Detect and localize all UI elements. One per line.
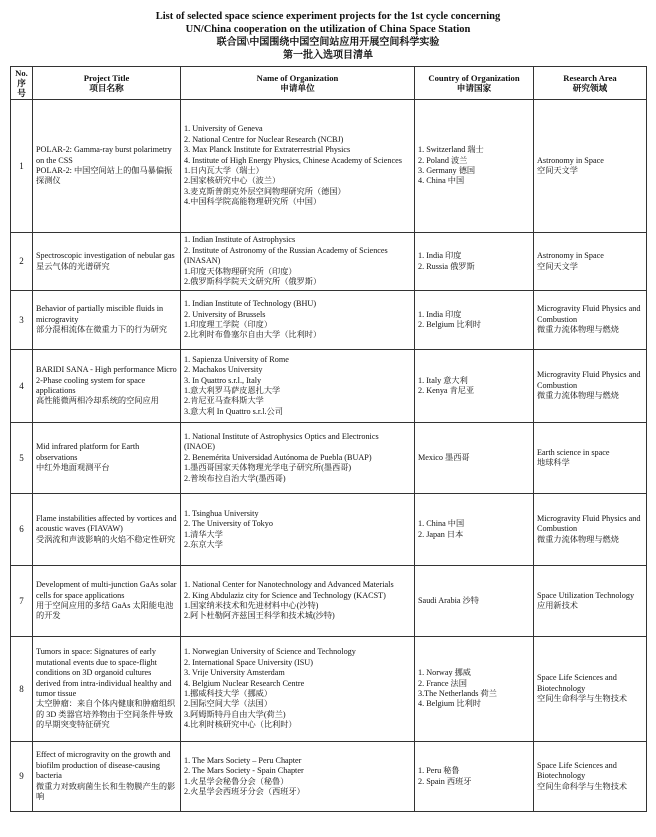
cell-organization-line: 1. Tsinghua University: [184, 508, 259, 518]
cell-project-title: [33, 742, 181, 812]
cell-research-area-line: Earth science in space: [537, 447, 610, 457]
cell-country: [415, 291, 534, 350]
cell-country: [415, 566, 534, 637]
cell-project-title-line: 受涡流和声波影响的火焰不稳定性研究: [36, 534, 176, 544]
document-title: [10, 10, 646, 62]
cell-research-area: [534, 233, 647, 291]
cell-organization-line: 2. International Space University (ISU): [184, 657, 313, 667]
cell-organization: [181, 494, 415, 566]
cell-no: 6: [11, 494, 33, 566]
cell-organization-line: 2. National Centre for Nuclear Research (NCBJ): [184, 134, 344, 144]
cell-organization-line: 1. Indian Institute of Technology (BHU): [184, 299, 317, 309]
cell-organization-line: 3. Vrije University Amsterdam: [184, 668, 285, 678]
cell-research-area-line: Astronomy in Space: [537, 251, 604, 261]
cell-country: [415, 742, 534, 812]
cell-project-title-line: Flame instabilities affected by vortices and acoustic waves (FIAVAW): [36, 513, 177, 534]
cell-project-title: [33, 100, 181, 233]
cell-organization-line: 1. Sapienza University of Rome: [184, 354, 289, 364]
cell-no: 2: [11, 233, 33, 291]
cell-organization-line: 2.肯尼亚马查科斯大学: [184, 396, 264, 406]
cell-project-title-line: Mid infrared platform for Earth observations: [36, 442, 140, 462]
cell-organization-line: 3.麦克斯普朗克外层空间物理研究所（德国）: [184, 186, 346, 196]
cell-project-title-line: 微重力对致病菌生长和生物膜产生的影响: [36, 781, 176, 802]
cell-country: [415, 233, 534, 291]
title-en-line-2: UN/China cooperation on the utilization of China Space Station: [185, 24, 471, 35]
header-country-en: Country of Organization: [428, 73, 520, 83]
cell-research-area: [534, 494, 647, 566]
table-row: [11, 423, 647, 494]
cell-research-area-line: 空间天文学: [537, 261, 578, 271]
cell-country-line: 1. Switzerland 瑞士: [418, 145, 484, 155]
cell-research-area: [534, 742, 647, 812]
cell-research-area-line: 应用新技术: [537, 601, 578, 610]
cell-research-area-line: 微重力流体物理与燃烧: [537, 391, 619, 401]
cell-research-area-line: 微重力流体物理与燃烧: [537, 325, 619, 335]
cell-research-area-line: 空间生命科学与生物技术: [537, 694, 628, 704]
cell-project-title-line: 高性能微两相冷却系统的空间应用: [36, 396, 159, 406]
cell-project-title: [33, 566, 181, 637]
cell-research-area: [534, 350, 647, 423]
cell-organization-line: 2.东京大学: [184, 539, 223, 549]
cell-project-title-line: 用于空间应用的多结 GaAs 太阳能电池的开发: [36, 601, 174, 621]
cell-organization-line: 3.意大利 In Quattro s.r.l.公司: [184, 406, 283, 416]
cell-project-title-line: POLAR-2: 中国空间站上的伽马暴偏振探测仪: [36, 166, 173, 186]
cell-organization-line: 1. National Center for Nanotechnology and Advanced Materials: [184, 580, 394, 590]
cell-country-line: 1. India 印度: [418, 309, 462, 319]
projects-table: [10, 66, 647, 812]
header-title: [33, 67, 181, 100]
cell-research-area-line: Microgravity Fluid Physics and Combustion: [537, 304, 641, 324]
cell-country-line: 4. China 中国: [418, 176, 465, 186]
header-area-cn: 研究领域: [572, 83, 608, 93]
cell-country-line: 2. Poland 波兰: [418, 155, 468, 165]
cell-organization-line: 1. Norwegian University of Science and Technology: [184, 647, 356, 657]
cell-organization-line: 2.比利时布鲁塞尔自由大学（比利时）: [184, 330, 322, 340]
cell-research-area: [534, 423, 647, 494]
cell-organization-line: 1.印度天体物理研究所（印度）: [184, 266, 297, 276]
cell-country: [415, 494, 534, 566]
cell-organization-line: 1.日内瓦大学（瑞士）: [184, 166, 264, 175]
cell-country: [415, 423, 534, 494]
cell-research-area: [534, 100, 647, 233]
table-row: [11, 637, 647, 742]
cell-country: [415, 100, 534, 233]
cell-research-area-line: Space Utilization Technology: [537, 590, 635, 600]
cell-organization-line: 3.阿姆斯特丹自由大学(荷兰): [184, 709, 286, 719]
cell-research-area-line: Microgravity Fluid Physics and Combustion: [537, 513, 641, 534]
cell-organization-line: 4. Belgium Nuclear Research Centre: [184, 678, 305, 688]
cell-no: 7: [11, 566, 33, 637]
cell-organization-line: 1.国家纳米技术和先进材料中心(沙特): [184, 601, 319, 610]
cell-country: [415, 350, 534, 423]
cell-organization: [181, 291, 415, 350]
cell-research-area-line: Space Life Sciences and Biotechnology: [537, 673, 617, 693]
header-area-en: Research Area: [563, 73, 617, 83]
cell-organization: [181, 742, 415, 812]
cell-country-line: 1. Norway 挪威: [418, 668, 471, 678]
cell-organization-line: 2. Institute of Astronomy of the Russian Academy of Sciences (INASAN): [184, 245, 388, 266]
cell-country: [415, 637, 534, 742]
title-en-line-1: List of selected space science experiment projects for the 1st cycle concerning: [155, 11, 501, 22]
cell-project-title-line: POLAR-2: Gamma-ray burst polarimetry on the CSS: [36, 145, 172, 165]
cell-project-title: [33, 494, 181, 566]
cell-organization: [181, 423, 415, 494]
title-cn-line-1: 联合国\中国围绕中国空间站应用开展空间科学实验: [216, 37, 440, 48]
cell-country-line: 2. Russia 俄罗斯: [418, 261, 475, 271]
cell-research-area-line: 地球科学: [537, 458, 570, 467]
cell-country-line: 2. France 法国: [418, 678, 467, 688]
table-row: [11, 291, 647, 350]
header-no: [11, 67, 33, 100]
cell-no: 9: [11, 742, 33, 812]
cell-organization-line: 1.清华大学: [184, 529, 223, 539]
header-organization: [181, 67, 415, 100]
cell-country-line: Mexico 墨西哥: [418, 452, 470, 462]
cell-organization-line: 2. The Mars Society - Spain Chapter: [184, 766, 304, 776]
table-row: [11, 494, 647, 566]
cell-project-title-line: 部分混相流体在微重力下的行为研究: [36, 325, 168, 335]
cell-organization-line: 1.印度理工学院（印度）: [184, 320, 273, 329]
cell-project-title-line: 太空肿瘤：来自个体内健康和肿瘤组织的 3D 类器官培养物由于空间条件导致的早期突变特征研究: [36, 699, 176, 730]
table-row: [11, 566, 647, 637]
cell-organization: [181, 566, 415, 637]
cell-no: 8: [11, 637, 33, 742]
table-row: [11, 100, 647, 233]
cell-country-line: 1. China 中国: [418, 519, 465, 529]
cell-organization-line: 2. University of Brussels: [184, 309, 266, 319]
cell-no: 5: [11, 423, 33, 494]
cell-organization-line: 2. The University of Tokyo: [184, 519, 273, 529]
cell-organization-line: 2.火星学会西班牙分会（西班牙）: [184, 786, 305, 796]
header-no-cn: 序号: [17, 78, 26, 98]
cell-research-area: [534, 291, 647, 350]
cell-country-line: 2. Belgium 比利时: [418, 320, 481, 329]
cell-organization-line: 1.火星学会秘鲁分会（秘鲁）: [184, 776, 289, 786]
cell-country-line: 1. Peru 秘鲁: [418, 766, 460, 776]
cell-organization-line: 3. Max Planck Institute for Extraterrestrial Physics: [184, 145, 351, 155]
cell-project-title: [33, 423, 181, 494]
cell-research-area-line: Microgravity Fluid Physics and Combustion: [537, 370, 641, 390]
header-no-en: No.: [15, 68, 28, 78]
cell-country-line: 1. Italy 意大利: [418, 375, 468, 385]
header-title-cn: 项目名称: [89, 83, 124, 93]
cell-project-title: [33, 350, 181, 423]
cell-organization: [181, 350, 415, 423]
header-research-area: [534, 67, 647, 100]
cell-project-title-line: Development of multi-junction GaAs solar cells for space applications: [36, 580, 177, 600]
cell-organization-line: 2. King Abdulaziz city for Science and Technology (KACST): [184, 590, 386, 600]
cell-project-title-line: Tumors in space: Signatures of early mutational events due to space-flight conditions on 3D organoid cultures derived from intra-individual healthy and tumor tissue: [36, 647, 172, 698]
cell-organization-line: 3. In Quattro s.r.l., Italy: [184, 375, 262, 385]
cell-organization-line: 1.挪威科技大学（挪威）: [184, 689, 273, 698]
cell-research-area-line: 空间生命科学与生物技术: [537, 781, 628, 791]
cell-country-line: 4. Belgium 比利时: [418, 699, 481, 709]
table-row: [11, 742, 647, 812]
cell-organization-line: 4.中国科学院高能物理研究所（中国）: [184, 197, 322, 207]
cell-country-line: Saudi Arabia 沙特: [418, 595, 479, 605]
cell-no: 4: [11, 350, 33, 423]
cell-country-line: 2. Kenya 肯尼亚: [418, 386, 475, 395]
cell-organization: [181, 637, 415, 742]
cell-organization-line: 2.国际空间大学（法国）: [184, 699, 273, 709]
cell-project-title: [33, 233, 181, 291]
cell-organization-line: 2. Benemérita Universidad Autónoma de Puebla (BUAP): [184, 452, 372, 462]
cell-organization-line: 2.阿卜杜勒阿齐兹国王科学和技术城(沙特): [184, 611, 335, 621]
cell-organization-line: 1.意大利罗马萨皮恩扎大学: [184, 386, 281, 395]
cell-no: 1: [11, 100, 33, 233]
cell-no: 3: [11, 291, 33, 350]
header-country-cn: 申请国家: [456, 83, 492, 93]
cell-organization-line: 1. University of Geneva: [184, 124, 263, 134]
table-header-row: [11, 67, 647, 100]
cell-project-title-line: 星云气体的光谱研究: [36, 261, 110, 271]
cell-organization: [181, 233, 415, 291]
cell-organization-line: 4. Institute of High Energy Physics, Chinese Academy of Sciences: [184, 155, 402, 165]
cell-project-title: [33, 637, 181, 742]
cell-research-area-line: Space Life Sciences and Biotechnology: [537, 760, 617, 781]
title-cn-line-2: 第一批入选项目清单: [283, 50, 373, 61]
cell-project-title-line: Spectroscopic investigation of nebular gas: [36, 251, 175, 261]
cell-research-area-line: 微重力流体物理与燃烧: [537, 534, 619, 544]
cell-country-line: 2. Spain 西班牙: [418, 776, 472, 786]
cell-project-title-line: BARIDI SANA - High performance Micro 2-Phase cooling system for space applications: [36, 365, 177, 395]
cell-country-line: 1. India 印度: [418, 251, 462, 261]
cell-project-title-line: Behavior of partially miscible fluids in microgravity: [36, 304, 164, 324]
header-country: [415, 67, 534, 100]
cell-research-area-line: 空间天文学: [537, 166, 578, 175]
header-org-cn: 申请单位: [280, 83, 315, 93]
table-row: [11, 233, 647, 291]
cell-organization-line: 1. National Institute of Astrophysics Optics and Electronics (INAOE): [184, 431, 379, 452]
header-title-en: Project Title: [83, 73, 130, 83]
table-row: [11, 350, 647, 423]
table-body: [11, 100, 647, 812]
cell-organization: [181, 100, 415, 233]
cell-organization-line: 2. Machakos University: [184, 365, 263, 375]
cell-organization-line: 2.俄罗斯科学院天文研究所（俄罗斯）: [184, 277, 322, 287]
cell-research-area: [534, 566, 647, 637]
header-org-en: Name of Organization: [256, 73, 339, 83]
cell-organization-line: 1. Indian Institute of Astrophysics: [184, 235, 296, 245]
cell-country-line: 3.The Netherlands 荷兰: [418, 689, 497, 698]
cell-organization-line: 1.墨西哥国家天体物理光学电子研究所(墨西哥): [184, 463, 352, 473]
cell-organization-line: 2.国家核研究中心（波兰）: [184, 176, 281, 186]
cell-organization-line: 4.比利时核研究中心（比利时）: [184, 720, 297, 730]
cell-research-area-line: Astronomy in Space: [537, 155, 604, 165]
cell-project-title-line: Effect of microgravity on the growth and biofilm production of disease-causing bacteria: [36, 750, 171, 781]
cell-project-title: [33, 291, 181, 350]
cell-country-line: 2. Japan 日本: [418, 529, 464, 539]
cell-research-area: [534, 637, 647, 742]
cell-organization-line: 2.普埃布拉自治大学(墨西哥): [184, 473, 286, 483]
cell-country-line: 3. Germany 德国: [418, 166, 476, 175]
cell-project-title-line: 中红外地面观测平台: [36, 463, 110, 473]
cell-organization-line: 1. The Mars Society – Peru Chapter: [184, 755, 302, 765]
